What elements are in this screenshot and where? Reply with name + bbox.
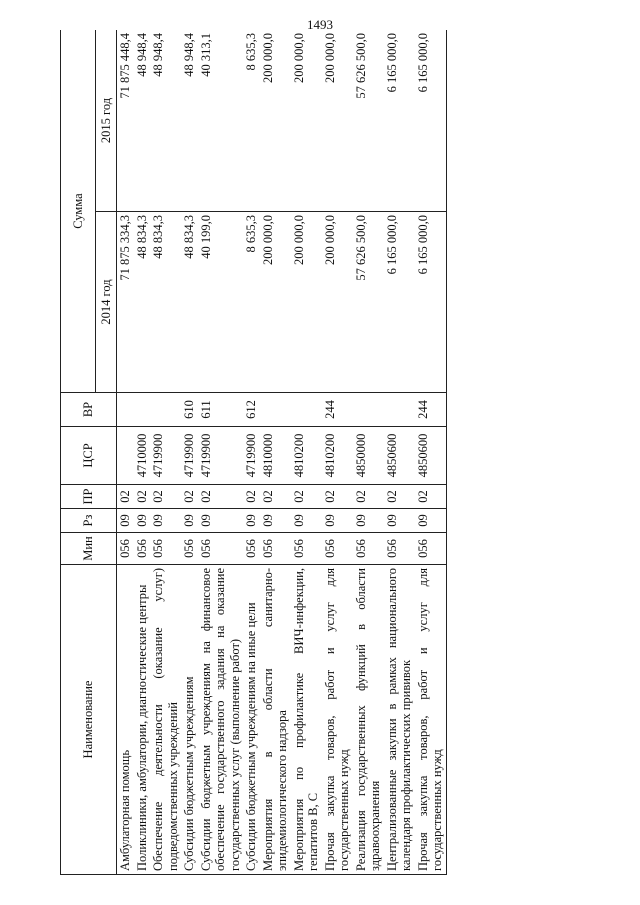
row-rz: 09 [243, 509, 260, 533]
row-name: Прочая закупка товаров, работ и услуг для государственных нужд [322, 565, 353, 875]
row-rz: 09 [117, 509, 134, 533]
row-name: Реализация государственных функций в области здравоохранения [353, 565, 384, 875]
row-csr [117, 427, 134, 485]
row-min: 056 [415, 533, 447, 565]
row-csr: 4810000 [260, 427, 291, 485]
row-pr: 02 [181, 485, 198, 509]
row-vr [260, 393, 291, 427]
row-vr [353, 393, 384, 427]
budget-sheet [60, 30, 560, 875]
budget-table [60, 30, 447, 875]
row-rz: 09 [291, 509, 322, 533]
header-pr: ПР [61, 485, 117, 509]
table-row [134, 30, 151, 875]
row-rz: 09 [181, 509, 198, 533]
row-pr: 02 [322, 485, 353, 509]
row-sum-2015: 6 165 000,0 [415, 30, 447, 212]
row-pr: 02 [353, 485, 384, 509]
row-min: 056 [353, 533, 384, 565]
row-name: Субсидии бюджетным учреждениям [181, 565, 198, 875]
row-csr: 4719900 [150, 427, 181, 485]
row-sum-2015: 48 948,4 [181, 30, 198, 212]
row-rz: 09 [198, 509, 244, 533]
table-row [243, 30, 260, 875]
row-rz: 09 [384, 509, 415, 533]
row-sum-2015: 200 000,0 [260, 30, 291, 212]
row-pr: 02 [150, 485, 181, 509]
row-pr: 02 [384, 485, 415, 509]
row-sum-2014: 40 199,0 [198, 212, 244, 393]
row-csr: 4850600 [415, 427, 447, 485]
row-sum-2014: 8 635,3 [243, 212, 260, 393]
row-name: Субсидии бюджетным учреждениям на финансовое обеспечение государственного задания на оказание государственных услуг (выполнение работ) [198, 565, 244, 875]
header-rz: Рз [61, 509, 117, 533]
row-pr: 02 [243, 485, 260, 509]
row-rz: 09 [260, 509, 291, 533]
row-csr: 4719900 [181, 427, 198, 485]
row-sum-2015: 8 635,3 [243, 30, 260, 212]
table-body [117, 30, 447, 875]
row-vr [134, 393, 151, 427]
row-csr: 4710000 [134, 427, 151, 485]
table-row [415, 30, 447, 875]
row-min: 056 [322, 533, 353, 565]
row-min: 056 [134, 533, 151, 565]
row-vr: 611 [198, 393, 244, 427]
row-rz: 09 [415, 509, 447, 533]
row-vr [384, 393, 415, 427]
row-pr: 02 [117, 485, 134, 509]
row-sum-2015: 40 313,1 [198, 30, 244, 212]
page-number: 1493 [307, 17, 333, 32]
row-sum-2014: 71 875 334,3 [117, 212, 134, 393]
row-vr [117, 393, 134, 427]
row-sum-2014: 48 834,3 [150, 212, 181, 393]
row-vr: 244 [415, 393, 447, 427]
row-csr: 4719900 [243, 427, 260, 485]
table-row [260, 30, 291, 875]
row-name: Мероприятия в области санитарно-эпидемиологического надзора [260, 565, 291, 875]
row-sum-2015: 6 165 000,0 [384, 30, 415, 212]
row-sum-2014: 200 000,0 [291, 212, 322, 393]
header-vr: ВР [61, 393, 117, 427]
row-min: 056 [384, 533, 415, 565]
row-min: 056 [117, 533, 134, 565]
table-row [117, 30, 134, 875]
row-csr: 4810200 [291, 427, 322, 485]
row-vr: 244 [322, 393, 353, 427]
row-sum-2015: 57 626 500,0 [353, 30, 384, 212]
row-name: Мероприятия по профилактике ВИЧ-инфекции, гепатитов В, С [291, 565, 322, 875]
row-rz: 09 [134, 509, 151, 533]
row-pr: 02 [291, 485, 322, 509]
rotated-page [60, 30, 560, 875]
row-sum-2014: 57 626 500,0 [353, 212, 384, 393]
row-name: Централизованные закупки в рамках национального календаря профилактических прививок [384, 565, 415, 875]
table-row [322, 30, 353, 875]
table-row [181, 30, 198, 875]
row-name: Амбулаторная помощь [117, 565, 134, 875]
header-min: Мин [61, 533, 117, 565]
row-vr [150, 393, 181, 427]
row-rz: 09 [322, 509, 353, 533]
row-sum-2015: 200 000,0 [322, 30, 353, 212]
row-pr: 02 [134, 485, 151, 509]
row-sum-2015: 48 948,4 [134, 30, 151, 212]
table-row [198, 30, 244, 875]
row-min: 056 [243, 533, 260, 565]
table-header [61, 30, 117, 875]
row-min: 056 [291, 533, 322, 565]
row-csr: 4850600 [384, 427, 415, 485]
row-sum-2014: 6 165 000,0 [415, 212, 447, 393]
row-sum-2014: 48 834,3 [134, 212, 151, 393]
row-min: 056 [150, 533, 181, 565]
header-csr: ЦСР [61, 427, 117, 485]
row-sum-2014: 6 165 000,0 [384, 212, 415, 393]
row-vr: 612 [243, 393, 260, 427]
row-rz: 09 [150, 509, 181, 533]
row-sum-2014: 200 000,0 [260, 212, 291, 393]
header-name: Наименование [61, 565, 117, 875]
table-row [384, 30, 415, 875]
row-min: 056 [260, 533, 291, 565]
header-2015: 2015 год [96, 30, 117, 212]
row-sum-2015: 200 000,0 [291, 30, 322, 212]
row-name: Субсидии бюджетным учреждениям на иные цели [243, 565, 260, 875]
row-pr: 02 [198, 485, 244, 509]
header-2014: 2014 год [96, 212, 117, 393]
row-pr: 02 [415, 485, 447, 509]
row-sum-2015: 48 948,4 [150, 30, 181, 212]
table-row [353, 30, 384, 875]
row-min: 056 [198, 533, 244, 565]
row-csr: 4810200 [322, 427, 353, 485]
row-vr: 610 [181, 393, 198, 427]
row-pr: 02 [260, 485, 291, 509]
row-rz: 09 [353, 509, 384, 533]
row-vr [291, 393, 322, 427]
table-row [150, 30, 181, 875]
row-sum-2015: 71 875 448,4 [117, 30, 134, 212]
row-sum-2014: 48 834,3 [181, 212, 198, 393]
row-name: Прочая закупка товаров, работ и услуг для государственных нужд [415, 565, 447, 875]
row-csr: 4850000 [353, 427, 384, 485]
table-row [291, 30, 322, 875]
row-name: Поликлиники, амбулатории, диагностические центры [134, 565, 151, 875]
row-sum-2014: 200 000,0 [322, 212, 353, 393]
row-min: 056 [181, 533, 198, 565]
row-csr: 4719900 [198, 427, 244, 485]
row-name: Обеспечение деятельности (оказание услуг) подведомственных учреждений [150, 565, 181, 875]
header-sum: Сумма [61, 30, 96, 393]
